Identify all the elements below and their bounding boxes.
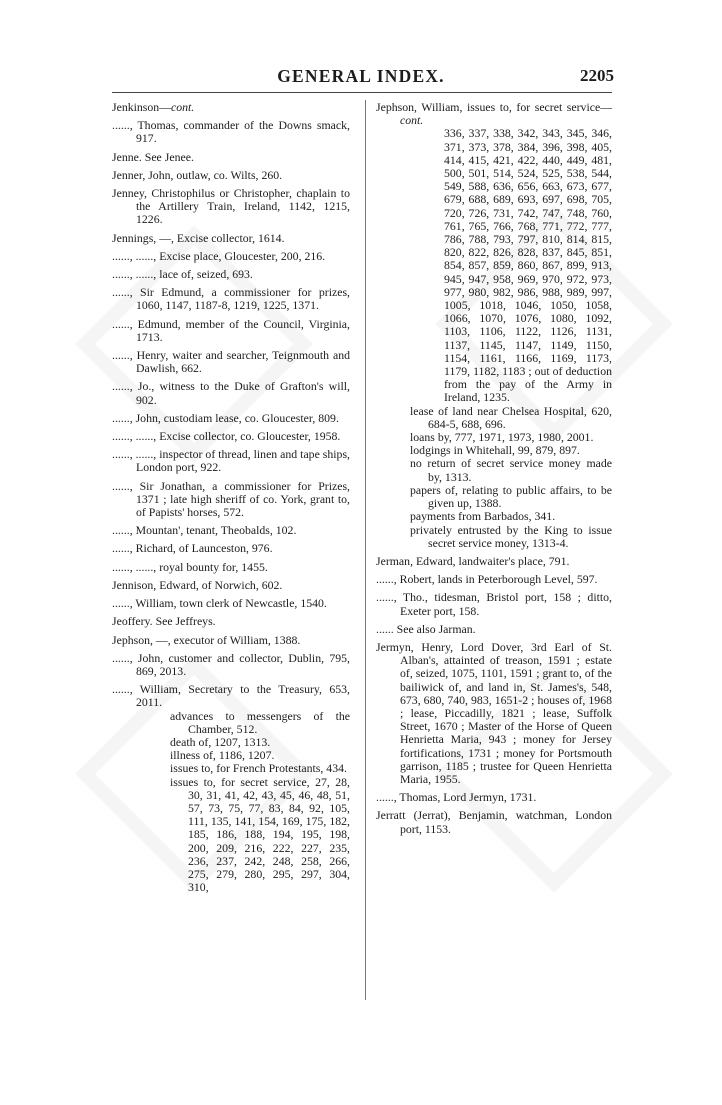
index-entry: ......, John, custodiam lease, co. Gloucester, 809. [112, 410, 339, 425]
left-column [112, 101, 350, 894]
index-subentry: privately entrusted by the King to issue secret service money, 1313-4. [410, 522, 612, 550]
index-entry: Jephson, —, executor of William, 1388. [112, 632, 301, 647]
index-subentry: issues to, for French Protestants, 434. [170, 761, 347, 776]
index-entry: ......, Thomas, commander of the Downs smack, 917. [112, 118, 350, 146]
entry-italic: cont. [400, 113, 424, 128]
index-entry: ......, Richard, of Launceston, 976. [112, 541, 273, 556]
index-entry-continued [376, 101, 612, 127]
index-entry: ......, Sir Edmund, a commissioner for prizes, 1060, 1147, 1187-8, 1219, 1225, 1371. [112, 285, 350, 313]
index-entry: ......, Jo., witness to the Duke of Grafton's will, 902. [112, 379, 350, 407]
index-subentry: lodgings in Whitehall, 99, 879, 897. [410, 443, 580, 458]
index-subentry: death of, 1207, 1313. [170, 734, 271, 749]
index-subentry: lease of land near Chelsea Hospital, 620, 684-5, 688, 696. [410, 403, 612, 431]
index-subentry: loans by, 777, 1971, 1973, 1980, 2001. [410, 430, 594, 445]
index-entry: Jeoffery. See Jeffreys. [112, 614, 216, 629]
index-entry: ...... See also Jarman. [376, 621, 476, 636]
index-subentry: payments from Barbados, 341. [410, 509, 556, 524]
index-entry: ......, Robert, lands in Peterborough Level, 597. [376, 572, 598, 587]
index-entry: ......, ......, Excise collector, co. Gloucester, 1958. [112, 429, 341, 444]
index-entry: ......, ......, lace of, seized, 693. [112, 267, 253, 282]
index-entry: ......, Edmund, member of the Council, Virginia, 1713. [112, 316, 350, 344]
page-number: 2205 [580, 66, 614, 85]
index-entry: Jerman, Edward, landwaiter's place, 791. [376, 553, 570, 568]
index-entry: Jenne. See Jenee. [112, 149, 194, 164]
index-entry: ......, Henry, waiter and searcher, Teignmouth and Dawlish, 662. [112, 348, 350, 376]
page-title: GENERAL INDEX. [277, 66, 445, 86]
index-entry: ......, Sir Jonathan, a commissioner for Prizes, 1371 ; late high sheriff of co. York, grant to, of Papists' horses, 572. [112, 478, 350, 520]
index-subentry: illness of, 1186, 1207. [170, 748, 275, 763]
index-entry: ......, Mountan', tenant, Theobalds, 102. [112, 523, 297, 538]
index-entry: ......, William, town clerk of Newcastle, 1540. [112, 596, 327, 611]
index-entry: ......, ......, royal bounty for, 1455. [112, 559, 268, 574]
index-entry: ......, ......, inspector of thread, linen and tape ships, London port, 922. [112, 447, 350, 475]
index-subentry: issues to, for secret service, 27, 28, 30, 31, 41, 42, 43, 45, 46, 48, 51, 57, 73, 75, 77, 83, 84, 92, 105, 111, 135, 141, 154, 169, 175, 182, 185, 186, 188, 194, 195, 198, 200, 209, 216, 222, 227, 235, 236, 237, 242, 248, 258, 266, 275, 279, 280, 295, 297, 304, 310, [170, 774, 350, 895]
index-entry: Jennison, Edward, of Norwich, 602. [112, 577, 283, 592]
column-divider [365, 100, 366, 1000]
index-entry: Jenney, Christophilus or Christopher, chaplain to the Artillery Train, Ireland, 1142, 1215, 1226. [112, 186, 350, 227]
index-entry: ......, William, Secretary to the Treasury, 653, 2011. [112, 682, 350, 710]
page-reference-list: 336, 337, 338, 342, 343, 345, 346, 371, 373, 378, 384, 396, 398, 405, 414, 415, 421, 422, 440, 449, 481, 500, 501, 514, 524, 525, 538, 544, 549, 588, 636, 656, 663, 673, 677, 679, 688, 689, 693, 697, 698, 705, 720, 726, 731, 742, 747, 748, 760, 761, 765, 766, 768, 771, 772, 777, 786, 788, 793, 797, 810, 814, 815, 820, 822, 826, 828, 837, 845, 851, 854, 857, 859, 860, 867, 899, 913, 945, 947, 958, 969, 970, 972, 973, 977, 980, 982, 986, 988, 989, 997, 1005, 1018, 1046, 1050, 1058, 1066, 1070, 1076, 1080, 1092, 1103, 1106, 1122, 1126, 1131, 1137, 1145, 1147, 1149, 1150, 1154, 1161, 1166, 1169, 1173, 1179, 1182, 1183 ; out of deduction from the pay of the Army in Ireland, 1235. [444, 126, 612, 405]
header-rule [112, 92, 612, 93]
index-entry: ......, Tho., tidesman, Bristol port, 158 ; ditto, Exeter port, 158. [376, 590, 612, 618]
index-entry: Jerratt (Jerrat), Benjamin, watchman, London port, 1153. [376, 808, 612, 836]
index-entry: Jenner, John, outlaw, co. Wilts, 260. [112, 167, 283, 182]
index-subentry: papers of, relating to public affairs, to be given up, 1388. [410, 482, 612, 511]
page-header [0, 66, 722, 92]
index-subentry: no return of secret service money made by, 1313. [410, 456, 612, 484]
index-entry: Jermyn, Henry, Lord Dover, 3rd Earl of St. Alban's, attainted of treason, 1591 ; estate of, seized, 1075, 1101, 1591 ; grant to, of the bailiwick of, and land in, St. James's, 548, 673, 680, 740, 983, 1651-2 ; houses of, 1968 ; lease, Piccadilly, 1821 ; lease, Suffolk Street, 1670 ; Master of the Horse of Queen Henrietta Maria, 943 ; money for Jersey fortifications, 1731 ; money for Portsmouth garrison, 1185 ; trustee for Queen Henrietta Maria, 1955. [376, 639, 612, 786]
entry-lead: Jephson, William, issues to, for secret service— [376, 100, 612, 114]
entry-lead: Jenkinson— [112, 100, 171, 114]
index-entry: Jennings, —, Excise collector, 1614. [112, 230, 285, 245]
index-subentry: advances to messengers of the Chamber, 512. [170, 708, 350, 736]
index-entry: ......, John, customer and collector, Dublin, 795, 869, 2013. [112, 650, 350, 678]
index-entry: ......, Thomas, Lord Jermyn, 1731. [376, 790, 537, 805]
right-column [376, 101, 612, 841]
index-entry: ......, ......, Excise place, Gloucester, 200, 216. [112, 248, 326, 263]
entry-italic: cont. [171, 100, 195, 114]
index-entry [112, 101, 350, 114]
